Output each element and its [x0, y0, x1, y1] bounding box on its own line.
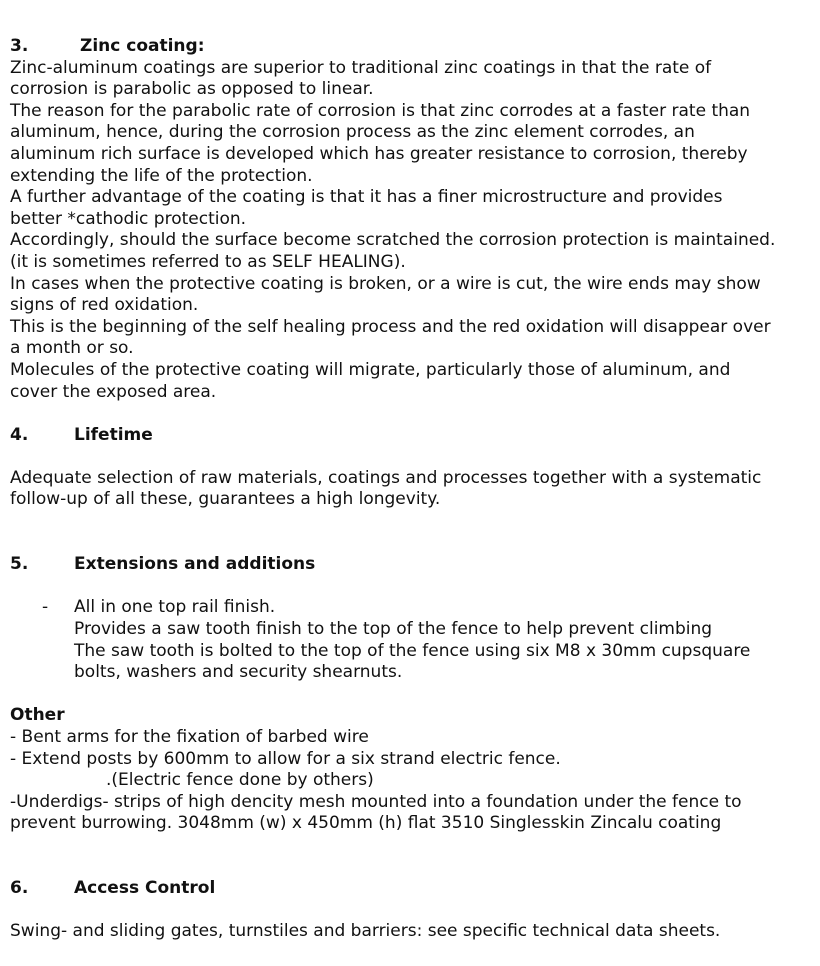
paragraph-line: The reason for the parabolic rate of corrosion is that zinc corrodes at a faster rate than [10, 100, 751, 121]
bullet-continuation: The saw tooth is bolted to the top of the fence using six M8 x 30mm cupsquare [74, 640, 751, 661]
paragraph-line: cover the exposed area. [10, 381, 217, 402]
bullet-continuation: bolts, washers and security shearnuts. [74, 662, 403, 683]
paragraph-line: Zinc-aluminum coatings are superior to traditional zinc coatings in that the rate of [10, 57, 712, 78]
document-page [10, 36, 816, 943]
paragraph-line: better *cathodic protection. [10, 208, 247, 229]
bullet-item [10, 597, 816, 619]
section-6-heading [10, 878, 816, 900]
paragraph-line: Accordingly, should the surface become scratched the corrosion protection is maintained. [10, 230, 776, 251]
section-title: Access Control [74, 878, 216, 899]
section-number: 6. [10, 878, 29, 899]
section-number: 5. [10, 554, 29, 575]
other-line: - Bent arms for the fixation of barbed wire [10, 727, 369, 747]
paragraph-line: signs of red oxidation. [10, 295, 199, 316]
other-line: - Extend posts by 600mm to allow for a six strand electric fence. [10, 748, 561, 769]
other-heading: Other [10, 705, 65, 726]
paragraph-line: corrosion is parabolic as opposed to linear. [10, 79, 374, 100]
paragraph-line: extending the life of the protection. [10, 165, 313, 186]
paragraph-line: Adequate selection of raw materials, coatings and processes together with a systematic [10, 467, 762, 488]
paragraph-line: (it is sometimes referred to as SELF HEALING). [10, 251, 406, 272]
paragraph-line: aluminum rich surface is developed which has greater resistance to corrosion, thereby [10, 143, 748, 164]
section-number: 4. [10, 424, 29, 445]
section-number: 3. [10, 36, 29, 56]
other-line: .(Electric fence done by others) [106, 770, 374, 791]
other-line: -Underdigs- strips of high dencity mesh mounted into a foundation under the fence to [10, 791, 742, 812]
section-4-heading [10, 425, 816, 447]
paragraph-line: aluminum, hence, during the corrosion process as the zinc element corrodes, an [10, 122, 695, 143]
other-line: prevent burrowing. 3048mm (w) x 450mm (h) flat 3510 Singlesskin Zincalu coating [10, 813, 722, 834]
paragraph-line: A further advantage of the coating is that it has a finer microstructure and provides [10, 187, 723, 208]
section-title: Zinc coating: [80, 36, 205, 56]
bullet-dash: - [42, 597, 49, 618]
paragraph-line: In cases when the protective coating is broken, or a wire is cut, the wire ends may show [10, 273, 761, 294]
bullet-continuation: Provides a saw tooth finish to the top of the fence to help prevent climbing [74, 619, 713, 640]
paragraph-line: follow-up of all these, guarantees a high longevity. [10, 489, 441, 510]
paragraph-line: This is the beginning of the self healing process and the red oxidation will disappear over [10, 316, 771, 337]
section-3-heading [10, 36, 816, 58]
section-title: Extensions and additions [74, 554, 316, 575]
paragraph-line: Swing- and sliding gates, turnstiles and barriers: see specific technical data sheets. [10, 921, 721, 942]
paragraph-line: a month or so. [10, 338, 134, 359]
paragraph-line: Molecules of the protective coating will migrate, particularly those of aluminum, and [10, 359, 731, 380]
section-5-heading [10, 554, 816, 576]
bullet-text: All in one top rail finish. [74, 597, 276, 618]
section-title: Lifetime [74, 424, 153, 445]
